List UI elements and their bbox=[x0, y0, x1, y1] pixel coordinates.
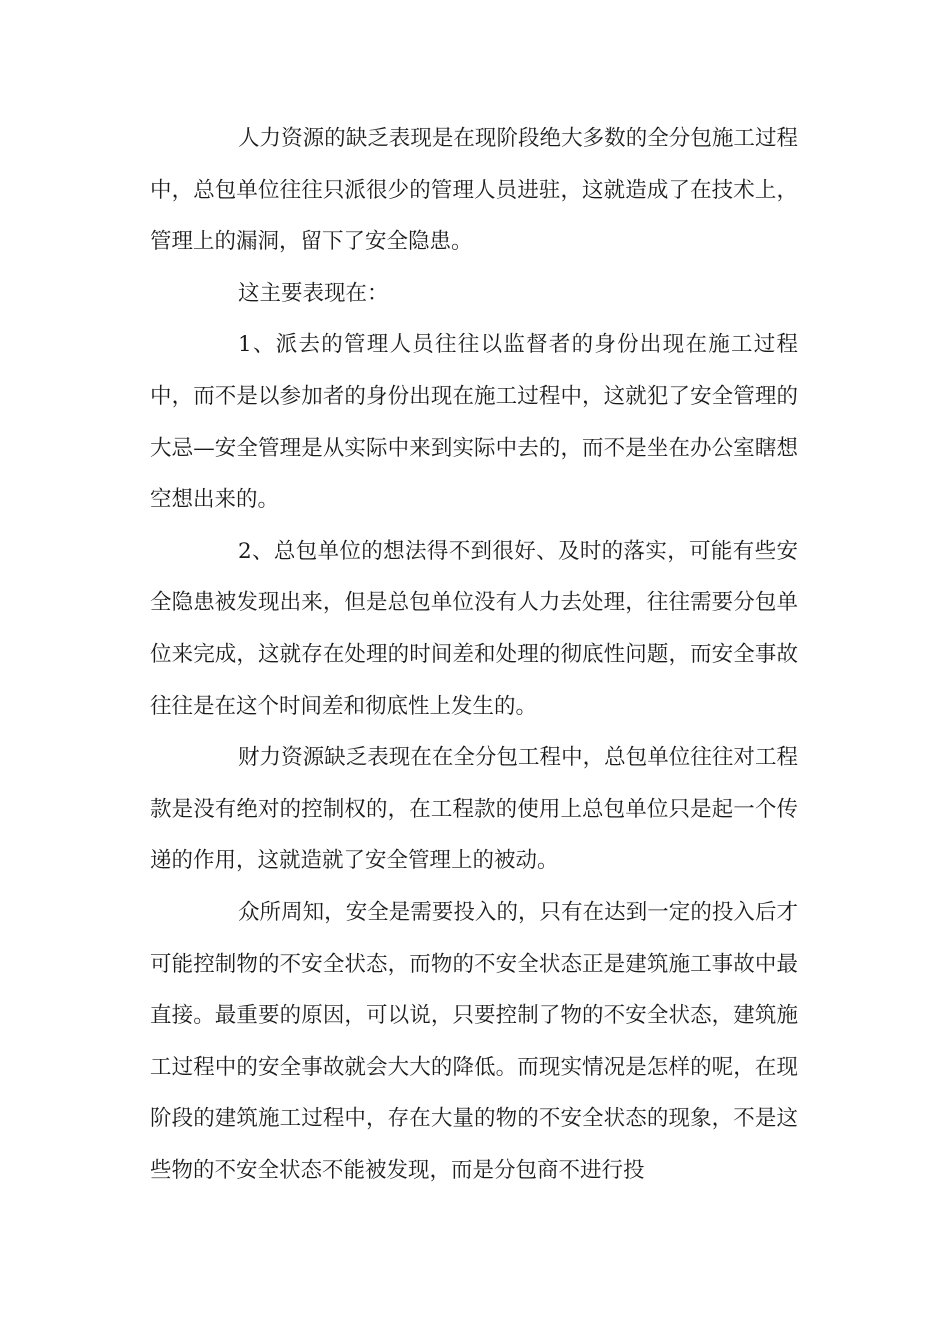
paragraph-human-resources: 人力资源的缺乏表现是在现阶段绝大多数的全分包施工过程中，总包单位往往只派很少的管理人员进驻，这就造成了在技术上，管理上的漏洞，留下了安全隐患。 bbox=[150, 126, 798, 255]
paragraph-financial-resources: 财力资源缺乏表现在在全分包工程中，总包单位往往对工程款是没有绝对的控制权的，在工程款的使用上总包单位只是起一个传递的作用，这就造就了安全管理上的被动。 bbox=[150, 745, 798, 874]
paragraph-point-1: 1、派去的管理人员往往以监督者的身份出现在施工过程中，而不是以参加者的身份出现在施工过程中，这就犯了安全管理的大忌—安全管理是从实际中来到实际中去的，而不是坐在办公室瞎想空想出来的。 bbox=[150, 332, 798, 513]
document-body bbox=[150, 113, 798, 1196]
paragraph-main-points-intro: 这主要表现在： bbox=[238, 280, 389, 306]
paragraph-point-2: 2、总包单位的想法得不到很好、及时的落实，可能有些安全隐患被发现出来，但是总包单位没有人力去处理，往往需要分包单位来完成，这就存在处理的时间差和处理的彻底性问题，而安全事故往往是在这个时间差和彻底性上发生的。 bbox=[150, 538, 798, 719]
paragraph-safety-investment: 众所周知，安全是需要投入的，只有在达到一定的投入后才可能控制物的不安全状态，而物的不安全状态正是建筑施工事故中最直接。最重要的原因，可以说，只要控制了物的不安全状态，建筑施工过程中的安全事故就会大大的降低。而现实情况是怎样的呢，在现阶段的建筑施工过程中，存在大量的物的不安全状态的现象，不是这些物的不安全状态不能被发现，而是分包商不进行投 bbox=[150, 899, 798, 1183]
